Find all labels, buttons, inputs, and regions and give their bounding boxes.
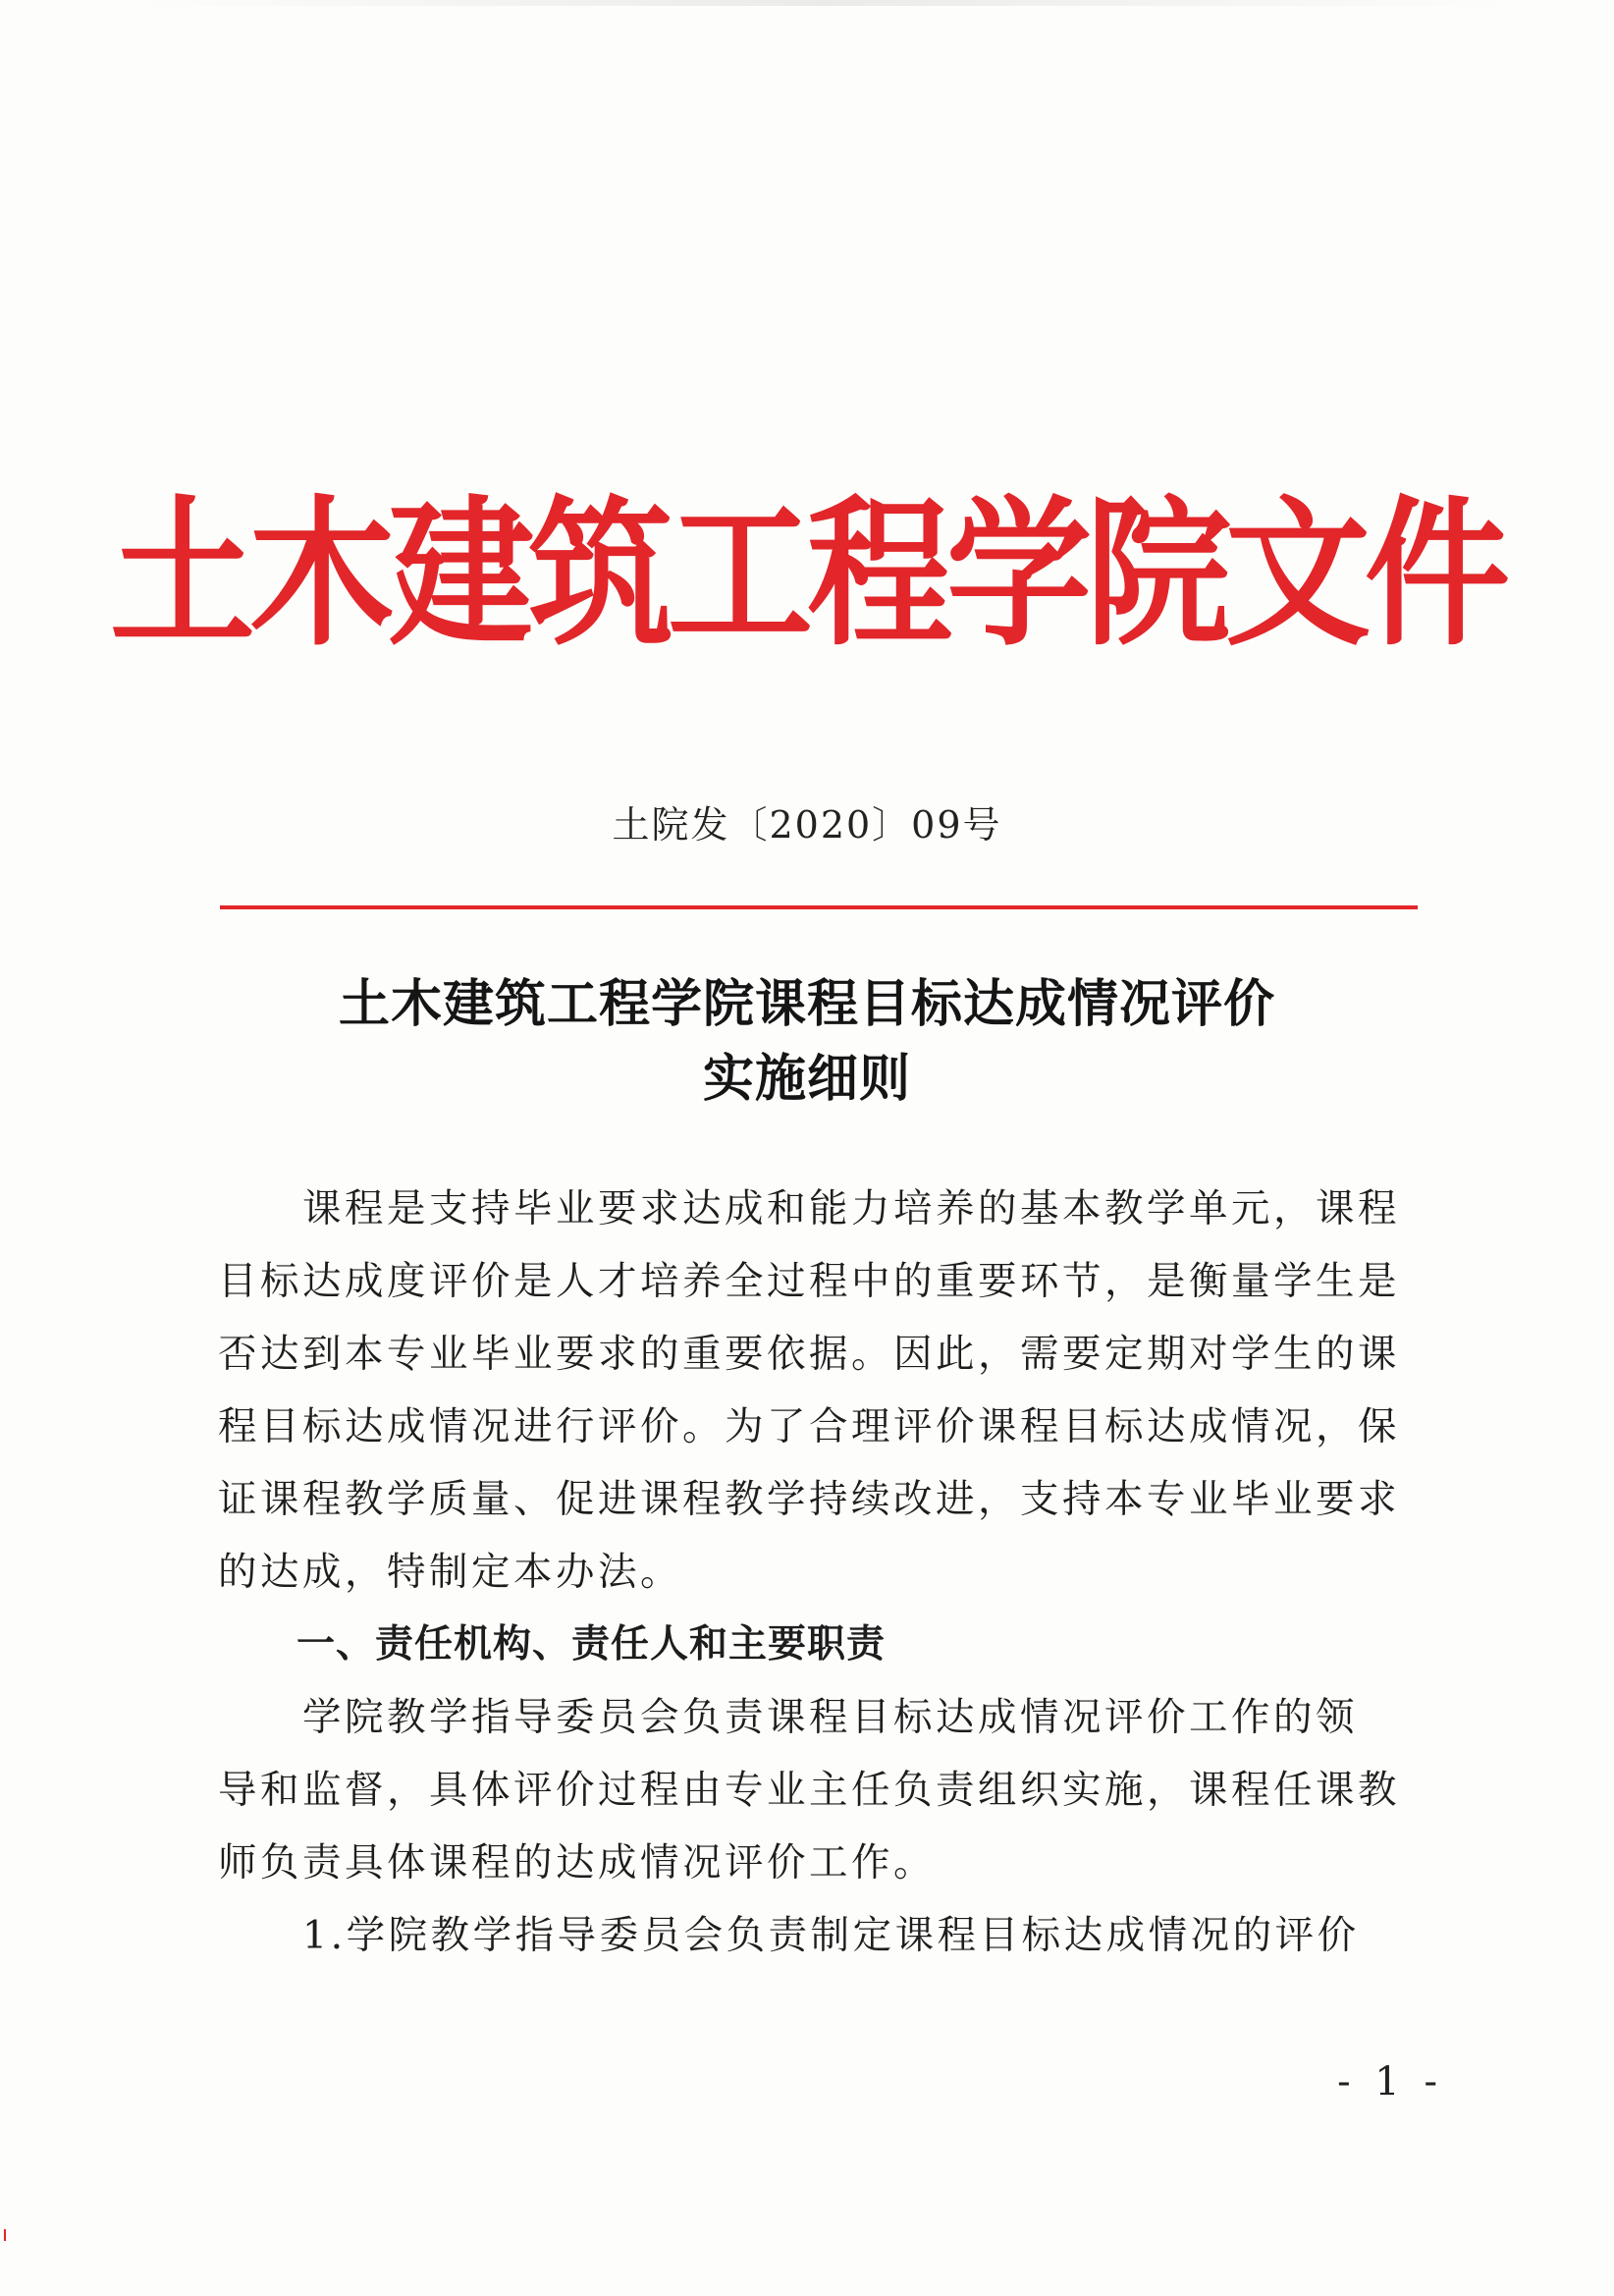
body-line: 师负责具体课程的达成情况评价工作。: [218, 1840, 936, 1886]
document-number: 土院发〔2020〕09号: [612, 803, 1002, 847]
body-line: 1.学院教学指导委员会负责制定课程目标达成情况的评价: [218, 1913, 1360, 1958]
body-line: 的达成，特制定本办法。: [218, 1550, 682, 1595]
body-line: 证课程教学质量、促进课程教学持续改进，支持本专业毕业要求: [218, 1477, 1400, 1522]
document-body: [218, 1173, 1420, 1972]
scan-edge-shadow: [137, 0, 1512, 6]
body-line: 课程是支持毕业要求达成和能力培养的基本教学单元，课程: [218, 1186, 1400, 1231]
body-line: 程目标达成情况进行评价。为了合理评价课程目标达成情况，保: [218, 1404, 1400, 1449]
body-line: 学院教学指导委员会负责课程目标达成情况评价工作的领: [218, 1695, 1358, 1740]
document-header-title: 土木建筑工程学院文件: [110, 481, 1504, 668]
section-heading: 一、责任机构、责任人和主要职责: [218, 1622, 887, 1667]
document-title-line-1: 土木建筑工程学院课程目标达成情况评价: [338, 974, 1275, 1034]
body-line: 导和监督，具体评价过程由专业主任负责组织实施，课程任课教: [218, 1768, 1400, 1813]
document-title-line-2: 实施细则: [702, 1049, 911, 1109]
body-line: 目标达成度评价是人才培养全过程中的重要环节，是衡量学生是: [218, 1259, 1400, 1304]
document-title: [0, 967, 1614, 1117]
scan-corner-mark: [4, 2229, 6, 2241]
body-line: 否达到本专业毕业要求的重要依据。因此，需要定期对学生的课: [218, 1332, 1400, 1377]
header-red-rule: [220, 905, 1418, 909]
page-number: - 1 -: [1337, 2059, 1443, 2105]
